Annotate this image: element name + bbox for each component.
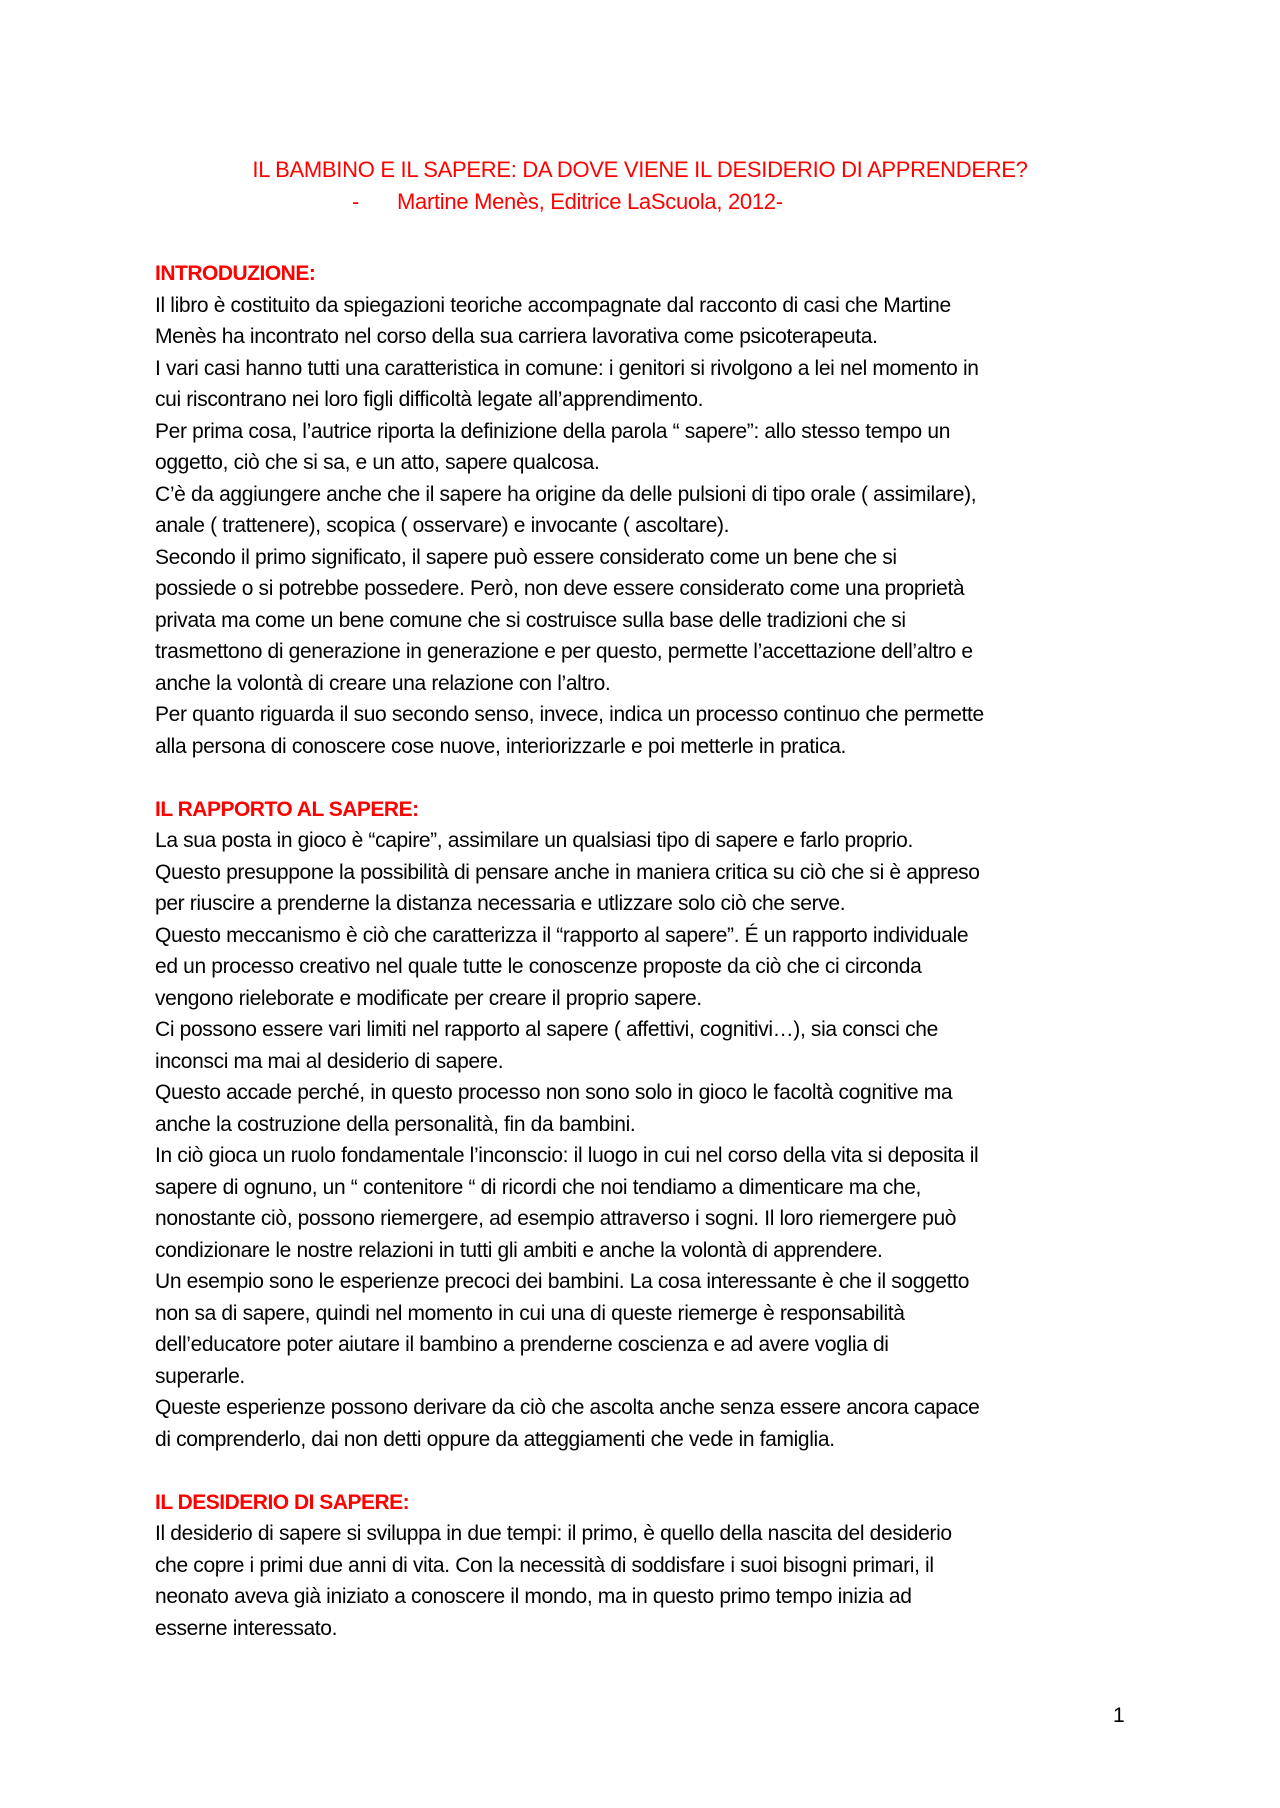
text-line: C’è da aggiungere anche che il sapere ha origine da delle pulsioni di tipo orale ( assimilare), — [155, 482, 977, 506]
text-line: Questo accade perché, in questo processo non sono solo in gioco le facoltà cognitive ma — [155, 1081, 953, 1104]
section-rapporto-al-sapere — [155, 794, 1135, 1456]
section-heading: INTRODUZIONE: — [155, 262, 316, 285]
text-line: Un esempio sono le esperienze precoci dei bambini. La cosa interessante è che il soggetto — [155, 1270, 970, 1293]
subtitle-author-publisher: Martine Menès, Editrice LaScuola, 2012- — [397, 189, 783, 214]
text-line: Il desiderio di sapere si sviluppa in due tempi: il primo, è quello della nascita del desiderio — [155, 1522, 952, 1545]
text-line: anche la volontà di creare una relazione con l’altro. — [155, 671, 611, 695]
text-line: dell’educatore poter aiutare il bambino a prenderne coscienza e ad avere voglia di — [155, 1333, 889, 1356]
text-line: I vari casi hanno tutti una caratteristica in comune: i genitori si rivolgono a lei nel momento in — [155, 356, 979, 380]
text-line: condizionare le nostre relazioni in tutti gli ambiti e anche la volontà di apprendere. — [155, 1238, 883, 1262]
text-line: possiede o si potrebbe possedere. Però, non deve essere considerato come una proprietà — [155, 577, 965, 600]
section-heading: IL DESIDERIO DI SAPERE: — [155, 1490, 410, 1514]
section-spacer — [155, 1455, 1135, 1487]
section-desiderio-di-sapere — [155, 1487, 1135, 1645]
text-line: Questo presuppone la possibilità di pensare anche in maniera critica su ciò che si è appreso — [155, 860, 980, 884]
section-spacer — [155, 762, 1135, 794]
text-line: vengono rieleborate e modificate per creare il proprio sapere. — [155, 986, 702, 1010]
text-line: Ci possono essere vari limiti nel rapporto al sapere ( affettivi, cognitivi…), sia consci che — [155, 1018, 938, 1041]
text-line: anche la costruzione della personalità, fin da bambini. — [155, 1112, 636, 1136]
text-line: di comprenderlo, dai non detti oppure da atteggiamenti che vede in famiglia. — [155, 1427, 835, 1451]
text-line: La sua posta in gioco è “capire”, assimilare un qualsiasi tipo di sapere e farlo proprio. — [155, 829, 913, 852]
text-line: per riuscire a prenderne la distanza necessaria e utlizzare solo ciò che serve. — [155, 892, 846, 915]
page-number: 1 — [1113, 1704, 1125, 1727]
text-line: privata ma come un bene comune che si costruisce sulla base delle tradizioni che si — [155, 608, 906, 632]
text-line: esserne interessato. — [155, 1616, 338, 1640]
section-introduzione — [155, 258, 1135, 762]
subtitle-bullet-dash: - — [352, 189, 360, 214]
section-heading: IL RAPPORTO AL SAPERE: — [155, 797, 419, 821]
text-line: oggetto, ciò che si sa, e un atto, sapere qualcosa. — [155, 451, 600, 474]
document-header — [0, 154, 1280, 218]
text-line: Questo meccanismo è ciò che caratterizza il “rapporto al sapere”. É un rapporto individuale — [155, 923, 969, 947]
document-title: IL BAMBINO E IL SAPERE: DA DOVE VIENE IL DESIDERIO DI APPRENDERE? — [252, 157, 1028, 182]
text-line: superarle. — [155, 1364, 245, 1388]
text-line: Per prima cosa, l’autrice riporta la definizione della parola “ sapere”: allo stesso tempo un — [155, 419, 951, 443]
text-line: non sa di sapere, quindi nel momento in cui una di queste riemerge è responsabilità — [155, 1301, 905, 1325]
text-line: In ciò gioca un ruolo fondamentale l’inconscio: il luogo in cui nel corso della vita si deposita il — [155, 1144, 979, 1167]
text-line: Queste esperienze possono derivare da ciò che ascolta anche senza essere ancora capace — [155, 1396, 980, 1419]
text-line: Secondo il primo significato, il sapere può essere considerato come un bene che si — [155, 545, 897, 569]
text-line: trasmettono di generazione in generazione e per questo, permette l’accettazione dell’altro e — [155, 640, 973, 663]
text-line: sapere di ognuno, un “ contenitore “ di ricordi che noi tendiamo a dimenticare ma che, — [155, 1175, 922, 1199]
document-subtitle — [0, 186, 1280, 218]
text-line: neonato aveva già iniziato a conoscere il mondo, ma in questo primo tempo inizia ad — [155, 1585, 912, 1608]
text-line: che copre i primi due anni di vita. Con la necessità di soddisfare i suoi bisogni primari, il — [155, 1553, 934, 1577]
text-line: alla persona di conoscere cose nuove, interiorizzarle e poi metterle in pratica. — [155, 734, 847, 758]
text-line: cui riscontrano nei loro figli difficoltà legate all’apprendimento. — [155, 388, 704, 411]
document-body — [155, 258, 1135, 1644]
text-line: Per quanto riguarda il suo secondo senso, invece, indica un processo continuo che permette — [155, 703, 984, 726]
text-line: Il libro è costituito da spiegazioni teoriche accompagnate dal racconto di casi che Martine — [155, 293, 951, 317]
text-line: inconsci ma mai al desiderio di sapere. — [155, 1049, 504, 1073]
text-line: anale ( trattenere), scopica ( osservare) e invocante ( ascoltare). — [155, 514, 730, 537]
text-line: ed un processo creativo nel quale tutte le conoscenze proposte da ciò che ci circonda — [155, 955, 922, 978]
text-line: Menès ha incontrato nel corso della sua carriera lavorativa come psicoterapeuta. — [155, 325, 878, 348]
text-line: nonostante ciò, possono riemergere, ad esempio attraverso i sogni. Il loro riemergere può — [155, 1207, 957, 1230]
